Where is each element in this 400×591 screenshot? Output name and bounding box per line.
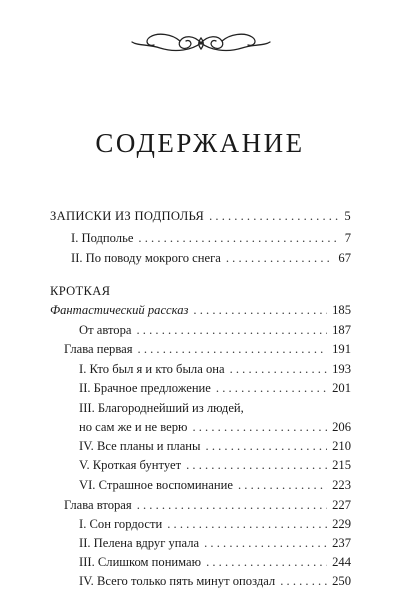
leader-dots bbox=[238, 477, 327, 494]
decorative-flourish-icon bbox=[128, 26, 274, 60]
leader-dots bbox=[206, 554, 327, 571]
toc-entry bbox=[79, 477, 351, 494]
toc-entry-title: но сам же и не верю bbox=[79, 420, 188, 434]
toc-entry-page: 250 bbox=[332, 574, 351, 588]
toc-entry bbox=[71, 230, 351, 247]
toc-entry bbox=[79, 419, 351, 436]
leader-dots bbox=[138, 341, 328, 358]
toc-entry bbox=[71, 250, 351, 267]
toc-entry-page: 5 bbox=[344, 209, 351, 223]
toc-entry-title: IV. Все планы и планы bbox=[79, 439, 201, 453]
leader-dots bbox=[137, 497, 327, 514]
toc-entry-title: ЗАПИСКИ ИЗ ПОДПОЛЬЯ bbox=[50, 209, 205, 223]
toc-entry-page: 201 bbox=[332, 381, 351, 395]
toc-entry bbox=[79, 554, 351, 571]
toc-entry-page: 206 bbox=[332, 420, 351, 434]
leader-dots bbox=[137, 322, 328, 339]
toc-entry-title: Глава первая bbox=[64, 342, 133, 356]
toc-entry-page: 223 bbox=[332, 478, 351, 492]
toc-entry bbox=[50, 208, 351, 225]
toc-entry-page: 193 bbox=[332, 362, 351, 376]
toc-entry-title: I. Кто был я и кто была она bbox=[79, 362, 225, 376]
leader-dots bbox=[216, 380, 327, 397]
toc-entry bbox=[64, 497, 351, 514]
toc-entry-title: Фантастический рассказ bbox=[50, 303, 189, 317]
toc-entry-page: 7 bbox=[344, 231, 351, 245]
toc-entry-page: 229 bbox=[332, 517, 351, 531]
toc-entry-page: 191 bbox=[332, 342, 351, 356]
toc-entry-title: II. Пелена вдруг упала bbox=[79, 536, 200, 550]
toc-entry-page: 187 bbox=[332, 323, 351, 337]
leader-dots bbox=[206, 438, 328, 455]
toc-entry-page: 210 bbox=[332, 439, 351, 453]
toc-entry bbox=[79, 361, 351, 378]
toc-entry bbox=[79, 380, 351, 397]
toc-entry-page: 237 bbox=[332, 536, 351, 550]
toc-entry-page: 227 bbox=[332, 498, 351, 512]
toc-entry-title: Глава вторая bbox=[64, 498, 132, 512]
leader-dots bbox=[280, 573, 327, 590]
toc-entry bbox=[79, 535, 351, 552]
toc-entry bbox=[79, 457, 351, 474]
leader-dots bbox=[204, 535, 327, 552]
toc-entry bbox=[79, 438, 351, 455]
toc-entry-page: 185 bbox=[332, 303, 351, 317]
toc-entry-page: 244 bbox=[332, 555, 351, 569]
toc-entry-page: 215 bbox=[332, 458, 351, 472]
leader-dots bbox=[138, 230, 339, 247]
leader-dots bbox=[192, 419, 327, 436]
toc-entry-title: IV. Всего только пять минут опоздал bbox=[79, 574, 276, 588]
leader-dots bbox=[209, 208, 339, 225]
toc-entry bbox=[79, 516, 351, 533]
toc-entry-title: III. Слишком понимаю bbox=[79, 555, 202, 569]
leader-dots bbox=[193, 302, 327, 319]
leader-dots bbox=[226, 250, 334, 267]
toc-entry bbox=[79, 322, 351, 339]
leader-dots bbox=[167, 516, 327, 533]
toc-entry bbox=[50, 302, 351, 319]
leader-dots bbox=[186, 457, 327, 474]
toc-entry-title: II. По поводу мокрого снега bbox=[71, 251, 221, 265]
toc-entry bbox=[79, 573, 351, 590]
toc-entry-page: 67 bbox=[338, 251, 351, 265]
toc-entry-title: VI. Страшное воспоминание bbox=[79, 478, 233, 492]
leader-dots bbox=[230, 361, 328, 378]
toc-section-heading: КРОТКАЯ bbox=[50, 284, 111, 298]
toc-entry-title: От автора bbox=[79, 323, 132, 337]
page-title: СОДЕРЖАНИЕ bbox=[95, 128, 305, 158]
toc-entry-title: II. Брачное предложение bbox=[79, 381, 211, 395]
toc-entry-title: III. Благороднейший из людей, bbox=[79, 401, 244, 415]
toc-entry-title: I. Сон гордости bbox=[79, 517, 163, 531]
toc-entry-title: I. Подполье bbox=[71, 231, 134, 245]
toc-entry bbox=[64, 341, 351, 358]
toc-entry-title: V. Кроткая бунтует bbox=[79, 458, 182, 472]
